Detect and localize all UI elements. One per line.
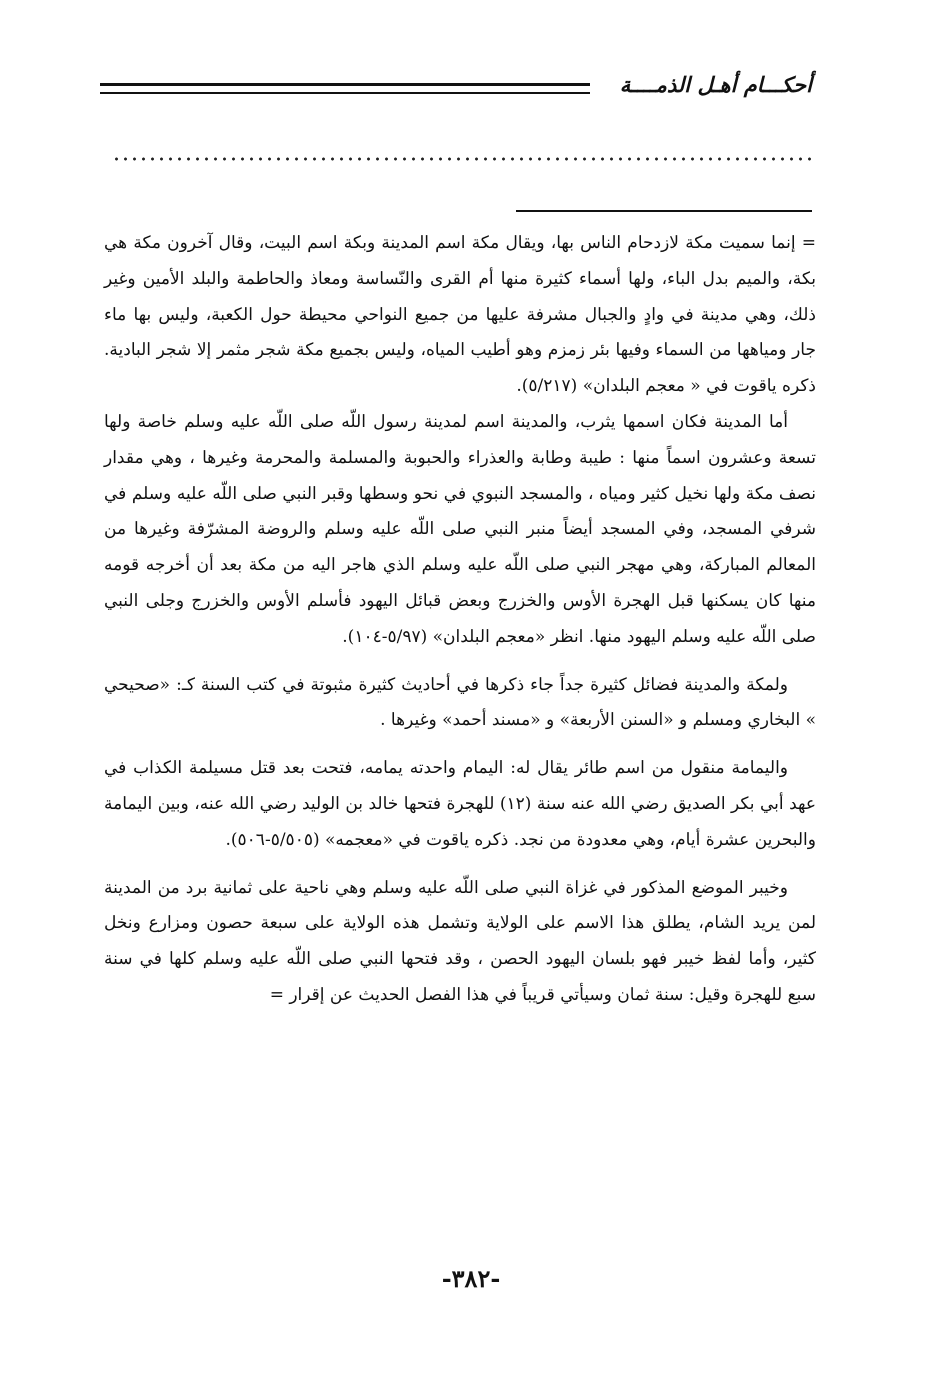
header-rule-bottom [100, 92, 590, 94]
page-number: -٣٨٢- [441, 1264, 501, 1293]
running-header [100, 70, 812, 104]
dotted-separator [112, 152, 816, 166]
footnote-paragraph-yamamah: واليمامة منقول من اسم طائر يقال له: اليمام واحدته يمامه، فتحت بعد قتل مسيلمة الكذاب في عهد أبي بكر الصديق رضي الله عنه سنة (١٢) للهجرة فتحها خالد بن الوليد رضي الله عنه، وبين اليمامة والبحرين عشرة أيام، وهي معدودة من نجد. ذكره ياقوت في «معجمه» (٥/٥٠٥-٥٠٦). [104, 758, 817, 850]
footnote-paragraph-khaybar: وخيبر الموضع المذكور في غزاة النبي صلى اللّه عليه وسلم وهي ناحية على ثمانية برد من المدينة لمن يريد الشام، يطلق هذا الاسم على الولاية وتشمل هذه الولاية على سبعة حصون ومزارع ونخل كثير، وأما لفظ خيبر فهو بلسان اليهود الحصن ، وقد فتحها النبي صلى اللّه عليه وسلم كلها في سنة سبع للهجرة وقيل: سنة ثمان وسيأتي قريباً في هذا الفصل الحديث عن إقرار = [104, 877, 816, 1005]
book-title: أحكـــام أهـل الذمــــة [612, 70, 812, 100]
footnote-paragraph-virtues: ولمكة والمدينة فضائل كثيرة جداً جاء ذكرها في أحاديث كثيرة مثبوتة في كتب السنة كـ: «صحيحي » البخاري ومسلم و «السنن الأربعة» و «مسند أحمد» وغيرها . [104, 674, 816, 731]
footnote-body [104, 226, 816, 1014]
footnote-paragraph-makkah: = إنما سميت مكة لازدحام الناس بها، ويقال مكة اسم المدينة وبكة اسم البيت، وقال آخرون مكة هي بكة، والميم بدل الباء، ولها أسماء كثيرة منها أم القرى والنّساسة ومعاذ والحاطمة والبلد الأمين وغير ذلك، وهي مدينة في وادٍ والجبال مشرفة عليها من جميع النواحي محيطة حول الكعبة، وليس بها ماء جار ومياهها من السماء وفيها بئر زمزم وهو أطيب المياه، وليس بجميع مكة شجر مثمر إلا شجر البادية. ذكره ياقوت في « معجم البلدان» (٥/٢١٧). [104, 233, 816, 397]
footnote-rule [516, 210, 812, 212]
footnote-paragraph-madinah: أما المدينة فكان اسمها يثرب، والمدينة اسم لمدينة رسول اللّه صلى اللّه عليه وسلم خاصة ولها تسعة وعشرون اسماً منها : طيبة وطابة والعذراء والحبوبة والمسلمة والمحرمة وغيرها ، وهي مقدار نصف مكة ولها نخيل كثير ومياه ، والمسجد النبوي في نحو وسطها وقبر النبي صلى اللّه عليه وسلم في شرفي المسجد، وفي المسجد أيضاً منبر النبي صلى اللّه عليه وسلم والروضة المشرّفة وغيرها من المعالم المباركة، وهي مهجر النبي صلى اللّه عليه وسلم الذي هاجر اليه من مكة بعد أن أخرجه قومه منها كان يسكنها قبل الهجرة الأوس والخزرج وبعض قبائل اليهود فأسلم الأوس والخزرج وجلى النبي صلى اللّه عليه وسلم اليهود منها. انظر «معجم البلدان» (٥/٩٧-١٠٤). [104, 411, 816, 647]
header-rule-top [100, 83, 590, 86]
